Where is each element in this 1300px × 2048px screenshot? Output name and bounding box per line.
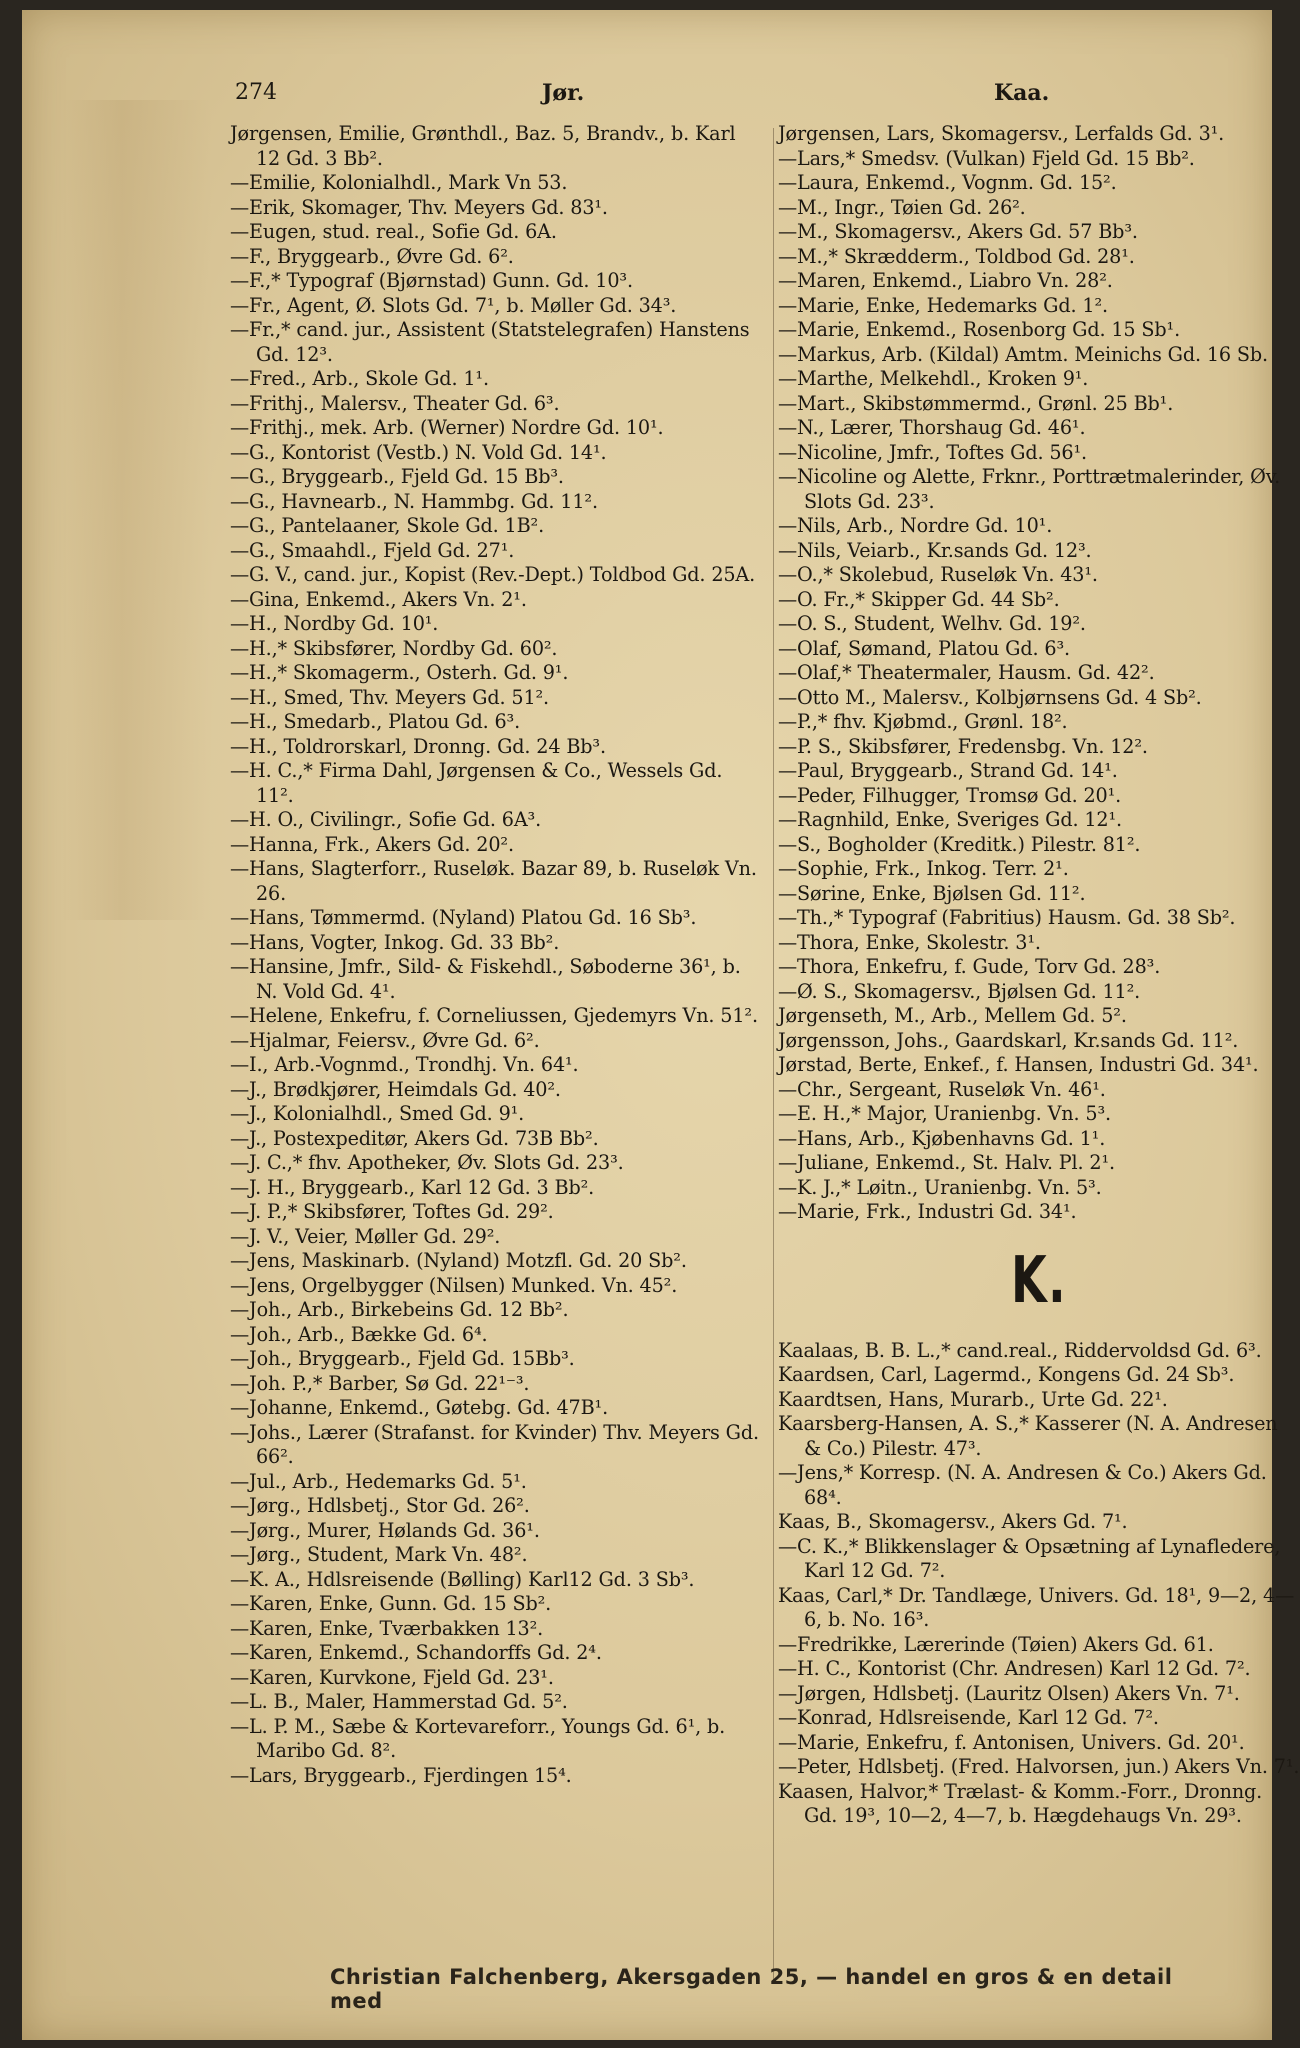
page-number: 274 — [235, 80, 277, 105]
directory-entry: Kaasen, Halvor,* Trælast- & Komm.-Forr., Dronng. Gd. 19³, 10—2, 4—7, b. Hægdehaugs Vn. 29³. — [778, 1779, 1263, 1827]
header-right-keyword: Kaa. — [994, 80, 1050, 106]
directory-entry: —Markus, Arb. (Kildal) Amtm. Meinichs Gd. 16 Sb. — [778, 342, 1269, 366]
directory-entry: —Fr., Agent, Ø. Slots Gd. 7¹, b. Møller Gd. 34³. — [230, 293, 677, 317]
directory-entry: —O. Fr.,* Skipper Gd. 44 Sb². — [778, 587, 1060, 611]
directory-entry: —N., Lærer, Thorshaug Gd. 46¹. — [778, 416, 1086, 439]
directory-entry: —Otto M., Malersv., Kolbjørnsens Gd. 4 Sb². — [778, 685, 1202, 709]
directory-entry: —H., Smed, Thv. Meyers Gd. 51². — [230, 685, 549, 709]
directory-entry: —Nicoline, Jmfr., Toftes Gd. 56¹. — [778, 440, 1087, 464]
directory-entry: —Marie, Enke, Hedemarks Gd. 1². — [778, 293, 1108, 317]
directory-entry: —Paul, Bryggearb., Strand Gd. 14¹. — [778, 759, 1118, 782]
directory-entry: —Jørg., Hdlsbetj., Stor Gd. 26². — [230, 1494, 530, 1517]
directory-entry: —Hanna, Frk., Akers Gd. 20². — [230, 832, 514, 856]
directory-entry: —Chr., Sergeant, Ruseløk Vn. 46¹. — [778, 1077, 1106, 1101]
directory-entry: —H. O., Civilingr., Sofie Gd. 6A³. — [230, 808, 542, 831]
column-divider — [773, 128, 774, 1983]
directory-entry: —Jørg., Student, Mark Vn. 48². — [230, 1543, 528, 1566]
directory-entry: —J. C.,* fhv. Apotheker, Øv. Slots Gd. 23³. — [230, 1151, 624, 1174]
directory-entry: —K. J.,* Løitn., Uranienbg. Vn. 5³. — [778, 1175, 1102, 1199]
directory-entry: —J. P.,* Skibsfører, Toftes Gd. 29². — [230, 1200, 554, 1223]
directory-entry: —Juliane, Enkemd., St. Halv. Pl. 2¹. — [778, 1151, 1115, 1174]
directory-entry: Kaarsberg-Hansen, A. S.,* Kasserer (N. A. Andresen & Co.) Pilestr. 47³. — [778, 1412, 1278, 1460]
directory-entry: —J., Postexpeditør, Akers Gd. 73B Bb². — [230, 1126, 599, 1150]
directory-entry: —Th.,* Typograf (Fabritius) Hausm. Gd. 38 Sb². — [778, 906, 1236, 929]
directory-entry: —Joh., Arb., Birkebeins Gd. 12 Bb². — [230, 1298, 569, 1321]
directory-entry: Kaas, Carl,* Dr. Tandlæge, Univers. Gd. 18¹, 9—2, 4—6, b. No. 16³. — [778, 1583, 1295, 1631]
directory-entry: —G., Havnearb., N. Hammbg. Gd. 11². — [230, 489, 598, 513]
directory-entry: —Jens, Orgelbygger (Nilsen) Munked. Vn. 45². — [230, 1273, 678, 1297]
directory-entry: —Hjalmar, Feiersv., Øvre Gd. 6². — [230, 1028, 540, 1052]
directory-entry: —L. P. M., Sæbe & Kortevareforr., Youngs Gd. 6¹, b. Maribo Gd. 8². — [230, 1714, 726, 1762]
directory-entry: —H., Toldrorskarl, Dronng. Gd. 24 Bb³. — [230, 734, 606, 758]
directory-entry: —E. H.,* Major, Uranienbg. Vn. 5³. — [778, 1102, 1111, 1125]
directory-entry: —Nils, Veiarb., Kr.sands Gd. 12³. — [778, 538, 1092, 562]
directory-entry: —H., Smedarb., Platou Gd. 6³. — [230, 710, 521, 733]
directory-entry: —H.,* Skomagerm., Osterh. Gd. 9¹. — [230, 661, 569, 684]
directory-entry: —Helene, Enkefru, f. Corneliussen, Gjedemyrs Vn. 51². — [230, 1004, 758, 1027]
directory-entry: —Laura, Enkemd., Vognm. Gd. 15². — [778, 171, 1117, 194]
directory-entry: —L. B., Maler, Hammerstad Gd. 5². — [230, 1690, 568, 1713]
directory-entry: —Marie, Enkefru, f. Antonisen, Univers. Gd. 20¹. — [778, 1730, 1245, 1754]
directory-entry: —Jens,* Korresp. (N. A. Andresen & Co.) Akers Gd. 68⁴. — [778, 1461, 1267, 1509]
directory-entry: —Nils, Arb., Nordre Gd. 10¹. — [778, 514, 1053, 537]
footer-advertisement: Christian Falchenberg, Akersgaden 25, — handel en gros & en detail med — [330, 1965, 1173, 2013]
directory-entry: —Jørgen, Hdlsbetj. (Lauritz Olsen) Akers Vn. 7¹. — [778, 1681, 1240, 1705]
directory-entry: Kaardsen, Carl, Lagermd., Kongens Gd. 24 Sb³. — [778, 1363, 1235, 1386]
directory-entry: —Sørine, Enke, Bjølsen Gd. 11². — [778, 881, 1086, 905]
right-column-bottom-entries — [778, 1339, 1300, 1829]
directory-entry: —G., Pantelaaner, Skole Gd. 1B². — [230, 514, 545, 537]
directory-entry: —Hans, Slagterforr., Ruseløk. Bazar 89, b. Ruseløk Vn. 26. — [230, 857, 757, 905]
directory-entry: —I., Arb.-Vognmd., Trondhj. Vn. 64¹. — [230, 1053, 579, 1076]
directory-entry: —P.,* fhv. Kjøbmd., Grønl. 18². — [778, 710, 1068, 733]
directory-entry: —Maren, Enkemd., Liabro Vn. 28². — [778, 269, 1113, 292]
directory-entry: Jørgenseth, M., Arb., Mellem Gd. 5². — [778, 1004, 1127, 1027]
directory-entry: —S., Bogholder (Kreditk.) Pilestr. 81². — [778, 832, 1141, 856]
directory-entry: Jørgensson, Johs., Gaardskarl, Kr.sands Gd. 11². — [778, 1028, 1239, 1052]
header-left-keyword: Jør. — [542, 80, 585, 106]
directory-entry: Kaardtsen, Hans, Murarb., Urte Gd. 22¹. — [778, 1387, 1168, 1411]
directory-entry: —J. H., Bryggearb., Karl 12 Gd. 3 Bb². — [230, 1175, 595, 1199]
directory-entry: —J., Kolonialhdl., Smed Gd. 9¹. — [230, 1102, 525, 1125]
directory-entry: —P. S., Skibsfører, Fredensbg. Vn. 12². — [778, 734, 1148, 758]
directory-entry: —Hans, Arb., Kjøbenhavns Gd. 1¹. — [778, 1126, 1106, 1150]
directory-entry: —J. V., Veier, Møller Gd. 29². — [230, 1224, 501, 1248]
directory-entry: —Thora, Enkefru, f. Gude, Torv Gd. 28³. — [778, 955, 1161, 978]
directory-entry: —O.,* Skolebud, Ruseløk Vn. 43¹. — [778, 563, 1098, 586]
right-column-top-entries — [778, 122, 1300, 1225]
directory-entry: —Konrad, Hdlsreisende, Karl 12 Gd. 7². — [778, 1706, 1159, 1729]
directory-entry: —Peter, Hdlsbetj. (Fred. Halvorsen, jun.) Akers Vn. 7¹. — [778, 1755, 1300, 1778]
directory-entry: —Fredrikke, Lærerinde (Tøien) Akers Gd. 61. — [778, 1632, 1214, 1656]
directory-entry: —Johs., Lærer (Strafanst. for Kvinder) Thv. Meyers Gd. 66². — [230, 1420, 759, 1468]
directory-entry: —G. V., cand. jur., Kopist (Rev.-Dept.) Toldbod Gd. 25A. — [230, 563, 756, 586]
directory-entry: —G., Smaahdl., Fjeld Gd. 27¹. — [230, 538, 515, 562]
directory-entry: —Karen, Enke, Gunn. Gd. 15 Sb². — [230, 1592, 552, 1615]
directory-entry: Jørgensen, Emilie, Grønthdl., Baz. 5, Brandv., b. Karl 12 Gd. 3 Bb². — [230, 122, 736, 170]
directory-entry: —Mart., Skibstømmermd., Grønl. 25 Bb¹. — [778, 391, 1174, 415]
directory-entry: —Gina, Enkemd., Akers Vn. 2¹. — [230, 587, 527, 611]
directory-entry: —Fred., Arb., Skole Gd. 1¹. — [230, 367, 489, 390]
directory-entry: —H. C.,* Firma Dahl, Jørgensen & Co., Wessels Gd. 11². — [230, 759, 723, 807]
directory-entry: —K. A., Hdlsreisende (Bølling) Karl12 Gd. 3 Sb³. — [230, 1567, 695, 1591]
directory-entry: —Joh., Bryggearb., Fjeld Gd. 15Bb³. — [230, 1347, 575, 1370]
section-letter: K. — [1010, 1243, 1068, 1318]
directory-entry: —Sophie, Frk., Inkog. Terr. 2¹. — [778, 857, 1069, 880]
margin-stamp-bleedthrough — [62, 100, 212, 920]
directory-entry: —F.,* Typograf (Bjørnstad) Gunn. Gd. 10³. — [230, 269, 633, 292]
directory-entry: —Frithj., mek. Arb. (Werner) Nordre Gd. 10¹. — [230, 416, 664, 439]
directory-entry: —Hans, Tømmermd. (Nyland) Platou Gd. 16 Sb³. — [230, 906, 697, 929]
directory-entry: —Jul., Arb., Hedemarks Gd. 5¹. — [230, 1469, 527, 1493]
directory-entry: —M.,* Skrædderm., Toldbod Gd. 28¹. — [778, 244, 1135, 268]
directory-entry: —M., Skomagersv., Akers Gd. 57 Bb³. — [778, 220, 1138, 243]
directory-entry: —Karen, Enke, Tværbakken 13². — [230, 1616, 544, 1640]
directory-entry: —Olaf,* Theatermaler, Hausm. Gd. 42². — [778, 661, 1155, 684]
directory-entry: —Lars, Bryggearb., Fjerdingen 15⁴. — [230, 1763, 572, 1787]
directory-entry: —Marie, Enkemd., Rosenborg Gd. 15 Sb¹. — [778, 318, 1181, 341]
directory-entry: —Peder, Filhugger, Tromsø Gd. 20¹. — [778, 783, 1122, 807]
directory-entry: —Jørg., Murer, Hølands Gd. 36¹. — [230, 1518, 540, 1542]
directory-entry: —Olaf, Sømand, Platou Gd. 6³. — [778, 636, 1070, 660]
directory-entry: —Jens, Maskinarb. (Nyland) Motzfl. Gd. 20 Sb². — [230, 1249, 687, 1272]
directory-entry: Kaas, B., Skomagersv., Akers Gd. 7¹. — [778, 1510, 1128, 1533]
directory-entry: —J., Brødkjører, Heimdals Gd. 40². — [230, 1077, 561, 1101]
directory-entry: —Erik, Skomager, Thv. Meyers Gd. 83¹. — [230, 195, 608, 219]
directory-entry: —Johanne, Enkemd., Gøtebg. Gd. 47B¹. — [230, 1396, 609, 1419]
directory-entry: —Joh., Arb., Bække Gd. 6⁴. — [230, 1322, 488, 1346]
directory-entry: —Ragnhild, Enke, Sveriges Gd. 12¹. — [778, 808, 1122, 831]
directory-entry: Jørstad, Berte, Enkef., f. Hansen, Industri Gd. 34¹. — [778, 1053, 1259, 1076]
directory-entry: —Frithj., Malersv., Theater Gd. 6³. — [230, 391, 560, 415]
directory-entry: —G., Bryggearb., Fjeld Gd. 15 Bb³. — [230, 465, 564, 488]
directory-entry: —Karen, Enkemd., Schandorffs Gd. 2⁴. — [230, 1641, 602, 1664]
directory-entry: —Karen, Kurvkone, Fjeld Gd. 23¹. — [230, 1665, 554, 1689]
directory-entry: —H.,* Skibsfører, Nordby Gd. 60². — [230, 636, 558, 660]
directory-entry: —Marthe, Melkehdl., Kroken 9¹. — [778, 367, 1089, 390]
directory-entry: —C. K.,* Blikkenslager & Opsætning af Lynafledere, Karl 12 Gd. 7². — [778, 1534, 1281, 1582]
directory-entry: Kaalaas, B. B. L.,* cand.real., Riddervoldsd Gd. 6³. — [778, 1338, 1262, 1362]
directory-entry: —Eugen, stud. real., Sofie Gd. 6A. — [230, 220, 557, 243]
directory-entry: —Fr.,* cand. jur., Assistent (Statstelegrafen) Hanstens Gd. 12³. — [230, 318, 750, 366]
right-column — [778, 122, 1300, 1829]
directory-entry: —O. S., Student, Welhv. Gd. 19². — [778, 612, 1086, 635]
directory-entry: —F., Bryggearb., Øvre Gd. 6². — [230, 244, 514, 268]
directory-entry: —Joh. P.,* Barber, Sø Gd. 22¹⁻³. — [230, 1371, 530, 1395]
directory-entry: —H., Nordby Gd. 10¹. — [230, 612, 439, 635]
directory-page — [22, 10, 1300, 2040]
directory-entry: —M., Ingr., Tøien Gd. 26². — [778, 195, 1026, 219]
directory-entry: —Ø. S., Skomagersv., Bjølsen Gd. 11². — [778, 979, 1141, 1003]
left-column — [230, 122, 765, 1788]
directory-entry: —Emilie, Kolonialhdl., Mark Vn 53. — [230, 171, 568, 194]
directory-entry: —Lars,* Smedsv. (Vulkan) Fjeld Gd. 15 Bb². — [778, 146, 1195, 170]
directory-entry: —Hans, Vogter, Inkog. Gd. 33 Bb². — [230, 930, 560, 954]
directory-entry: —G., Kontorist (Vestb.) N. Vold Gd. 14¹. — [230, 440, 607, 464]
directory-entry: —Thora, Enke, Skolestr. 3¹. — [778, 930, 1041, 954]
directory-entry: —Nicoline og Alette, Frknr., Porttrætmalerinder, Øv. Slots Gd. 23³. — [778, 465, 1281, 513]
directory-entry: —H. C., Kontorist (Chr. Andresen) Karl 12 Gd. 7². — [778, 1657, 1251, 1680]
directory-entry: —Hansine, Jmfr., Sild- & Fiskehdl., Søboderne 36¹, b. N. Vold Gd. 4¹. — [230, 955, 741, 1003]
directory-entry: —Marie, Frk., Industri Gd. 34¹. — [778, 1200, 1077, 1223]
directory-entry: Jørgensen, Lars, Skomagersv., Lerfalds Gd. 3¹. — [778, 122, 1225, 145]
